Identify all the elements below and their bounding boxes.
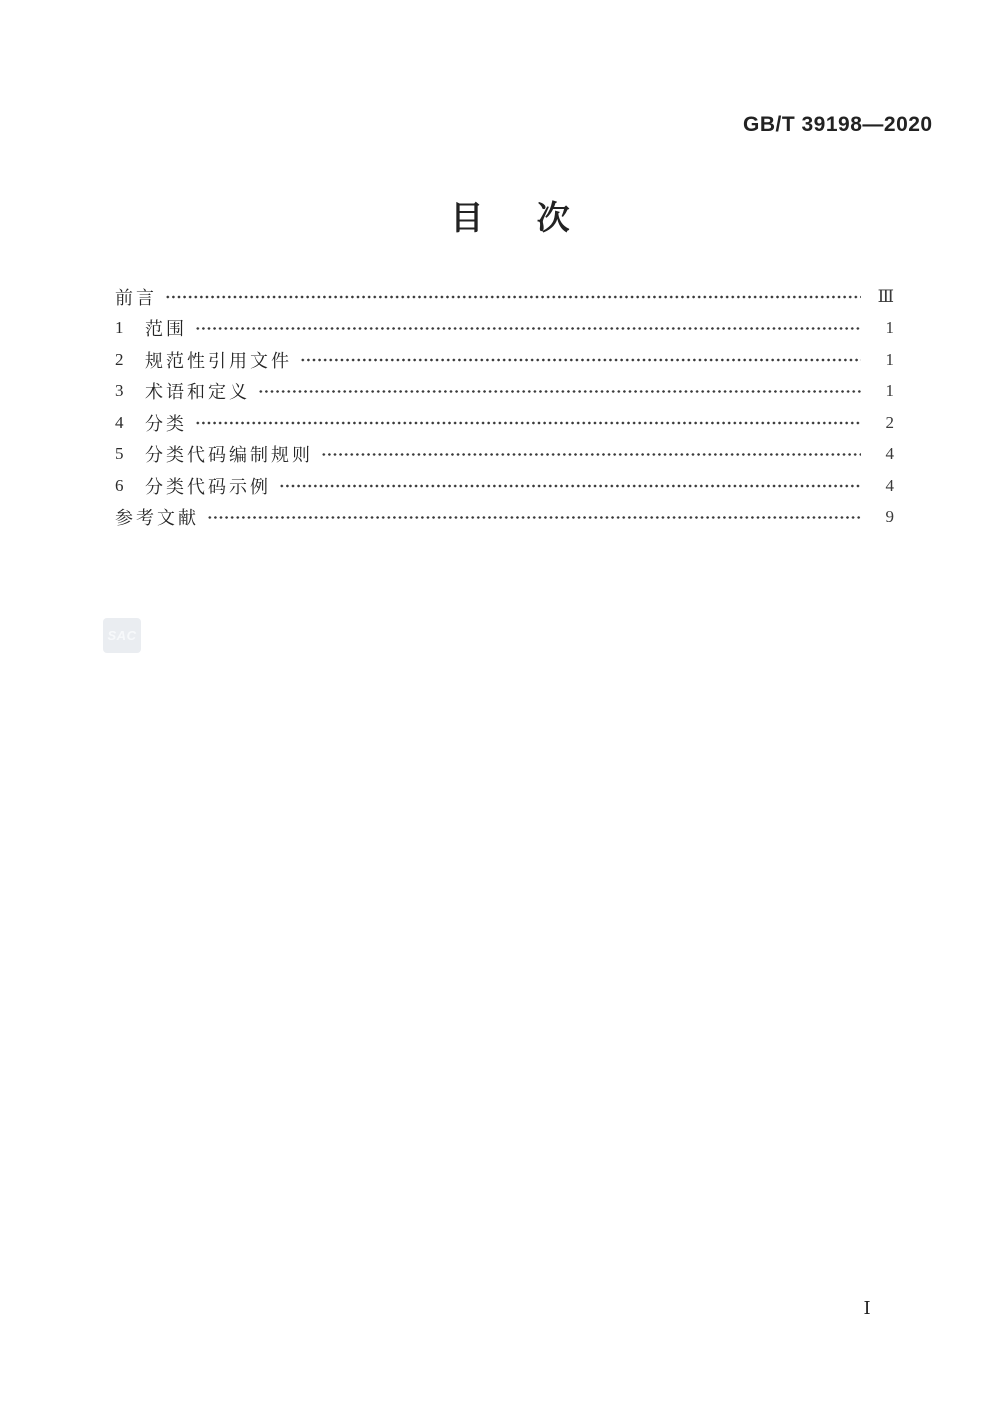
- toc-entry-label: 参考文献: [115, 508, 199, 529]
- dot-leader: [321, 439, 861, 471]
- sac-watermark-logo: SAC: [103, 618, 141, 653]
- standard-number: GB/T 39198—2020: [743, 113, 933, 136]
- toc-entry-label: 规范性引用文件: [145, 350, 292, 371]
- dot-leader: [279, 470, 861, 502]
- toc-entry-number: 6: [115, 475, 124, 495]
- toc-entry-page: 1: [885, 318, 894, 338]
- toc-entry-number: 5: [115, 444, 124, 464]
- toc-entry-coding-rules: [115, 439, 894, 471]
- toc-entry-label: 分类代码编制规则: [145, 445, 313, 466]
- table-of-contents: [115, 281, 894, 533]
- dot-leader: [165, 281, 861, 313]
- toc-entry-scope: [115, 313, 894, 345]
- toc-entry-number: 2: [115, 349, 124, 369]
- toc-entry-terms-definitions: [115, 376, 894, 408]
- toc-entry-bibliography: [115, 502, 894, 534]
- toc-entry-page: 4: [885, 444, 894, 464]
- toc-entry-page: 9: [885, 507, 894, 527]
- page-title: 目 次: [450, 199, 571, 236]
- toc-entry-classification: [115, 407, 894, 439]
- dot-leader: [207, 502, 861, 534]
- toc-entry-label: 范围: [145, 319, 187, 340]
- dot-leader: [195, 313, 861, 345]
- toc-entry-page: 4: [885, 475, 894, 495]
- toc-entry-normative-references: [115, 344, 894, 376]
- toc-entry-number: 3: [115, 381, 124, 401]
- toc-entry-label: 术语和定义: [145, 382, 250, 403]
- toc-entry-code-examples: [115, 470, 894, 502]
- toc-entry-label: 分类: [145, 413, 187, 434]
- toc-entry-number: 1: [115, 318, 124, 338]
- page-number: Ⅰ: [863, 1298, 871, 1318]
- toc-entry-page: 1: [885, 381, 894, 401]
- toc-entry-label: 分类代码示例: [145, 476, 271, 497]
- dot-leader: [195, 407, 861, 439]
- toc-entry-number: 4: [115, 412, 124, 432]
- toc-entry-foreword: [115, 281, 894, 313]
- toc-entry-page: 2: [885, 412, 894, 432]
- toc-entry-label: 前言: [115, 287, 157, 308]
- dot-leader: [258, 376, 861, 408]
- toc-entry-page: Ⅲ: [877, 286, 894, 306]
- toc-entry-page: 1: [885, 349, 894, 369]
- dot-leader: [300, 344, 861, 376]
